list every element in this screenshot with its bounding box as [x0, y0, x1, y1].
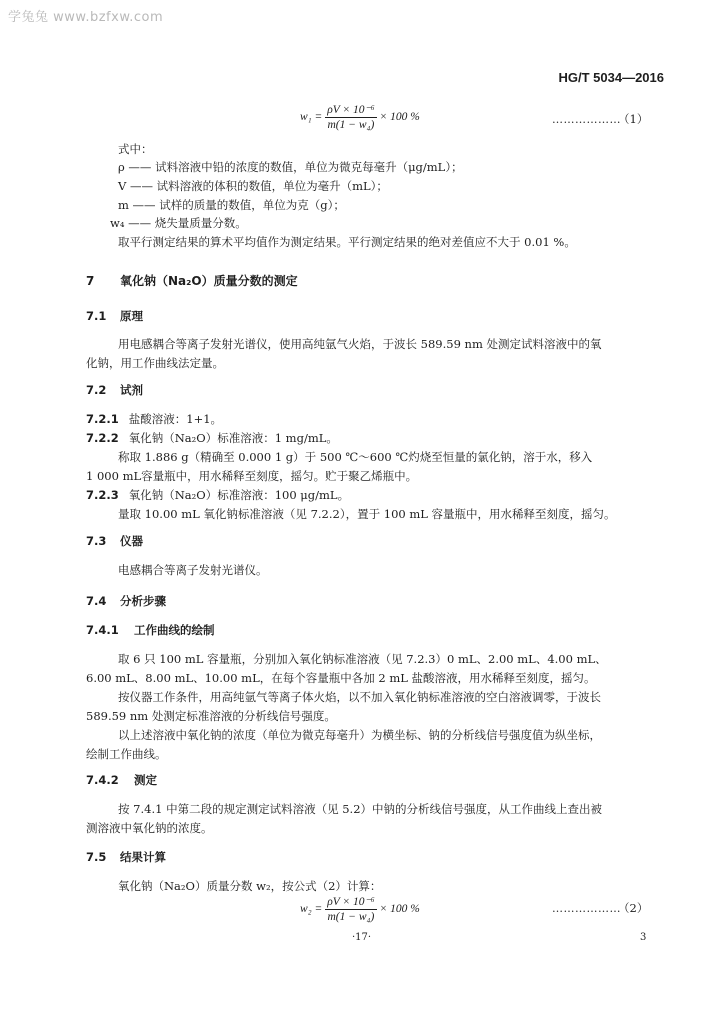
section-7-2-1	[86, 410, 222, 428]
var-rho: ρ —— 试料溶液中铅的浓度的数值，单位为微克每毫升（μg/mL）；	[118, 160, 463, 174]
where-label: 式中：	[118, 142, 153, 156]
formula-2-lhs: w₂ =	[300, 903, 323, 916]
formula-2-tail: × 100 %	[379, 903, 420, 916]
formula-1-tail: × 100 %	[379, 111, 420, 124]
section-7-1-line-2: 化钠，用工作曲线法定量。	[86, 356, 224, 370]
section-7-5-number: 7.5	[86, 850, 107, 864]
formula-1-denominator: m(1 − w₄)	[327, 119, 375, 131]
section-7-5-title: 结果计算	[120, 850, 166, 864]
section-7-1-title: 原理	[120, 309, 143, 323]
formula-1-lhs: w₁ =	[300, 111, 323, 124]
section-7-1-line-1: 用电感耦合等离子发射光谱仪，使用高纯氩气火焰，于波长 589.59 nm 处测定试料溶液中的氧	[118, 337, 602, 351]
formula-2-denominator: m(1 − w₄)	[327, 911, 375, 923]
section-7-4-1-heading	[86, 622, 215, 638]
section-7-number: 7	[86, 274, 95, 288]
footer-page-number: 3	[640, 932, 647, 943]
section-7-2-heading	[86, 382, 143, 398]
var-v: V —— 试料溶液的体积的数值，单位为毫升（mL）；	[118, 179, 388, 193]
formula-2-fraction	[325, 895, 376, 924]
formula-2-number: （2）	[618, 901, 649, 915]
section-7-4-2-title: 测定	[134, 773, 157, 787]
section-7-2-2	[86, 429, 338, 447]
section-7-5-heading	[86, 849, 166, 865]
section-7-heading	[86, 272, 298, 289]
section-7-2-3-number: 7.2.3	[86, 488, 119, 502]
section-7-4-1-line-3: 按仪器工作条件，用高纯氩气等离子体火焰，以不加入氧化钠标准溶液的空白溶液调零，于波长	[118, 690, 601, 704]
formula-2-numerator: ρV × 10⁻⁶	[327, 896, 375, 908]
section-7-2-1-text: 盐酸溶液：1+1。	[128, 412, 223, 426]
section-7-4-2-number: 7.4.2	[86, 773, 119, 787]
footer-center-page: ·17·	[352, 932, 372, 943]
formula-1-numerator: ρV × 10⁻⁶	[327, 104, 375, 116]
section-7-4-heading	[86, 593, 166, 609]
section-7-5-text: 氧化钠（Na₂O）质量分数 w₂，按公式（2）计算：	[118, 879, 382, 893]
result-note: 取平行测定结果的算术平均值作为测定结果。平行测定结果的绝对差值应不大于 0.01 %。	[118, 235, 576, 249]
formula-1-leader: ………………	[552, 113, 621, 126]
section-7-title: 氧化钠（Na₂O）质量分数的测定	[120, 274, 298, 288]
section-7-4-2-line-1: 按 7.4.1 中第二段的规定测定试料溶液（见 5.2）中钠的分析线信号强度，从工作曲线上查出被	[118, 802, 603, 816]
var-w4: w₄ —— 烧失量质量分数。	[110, 216, 247, 230]
section-7-4-1-number: 7.4.1	[86, 623, 119, 637]
var-m: m —— 试样的质量的数值，单位为克（g）；	[118, 198, 345, 212]
standard-number: HG/T 5034—2016	[558, 70, 664, 85]
formula-1-number: （1）	[618, 112, 649, 126]
section-7-4-1-line-5: 以上述溶液中氧化钠的浓度（单位为微克每毫升）为横坐标、钠的分析线信号强度值为纵坐标，	[118, 728, 601, 742]
section-7-2-2-text: 氧化钠（Na₂O）标准溶液：1 mg/mL。	[128, 431, 338, 445]
formula-1-fraction	[325, 103, 376, 132]
section-7-1-number: 7.1	[86, 309, 107, 323]
section-7-4-1-title: 工作曲线的绘制	[134, 623, 215, 637]
section-7-4-title: 分析步骤	[120, 594, 166, 608]
section-7-1-heading	[86, 308, 143, 324]
section-7-2-2-body-1: 称取 1.886 g（精确至 0.000 1 g）于 500 ℃～600 ℃灼烧至恒量的氯化钠，溶于水，移入	[118, 450, 593, 464]
section-7-2-3-body: 量取 10.00 mL 氧化钠标准溶液（见 7.2.2），置于 100 mL 容量瓶中，用水稀释至刻度，摇匀。	[118, 507, 616, 521]
section-7-2-1-number: 7.2.1	[86, 412, 119, 426]
formula-2-leader: ………………	[552, 902, 621, 915]
formula-2	[300, 895, 420, 924]
section-7-4-number: 7.4	[86, 594, 107, 608]
section-7-3-heading	[86, 533, 143, 549]
section-7-4-1-line-2: 6.00 mL、8.00 mL、10.00 mL，在每个容量瓶中各加 2 mL 盐酸溶液，用水稀释至刻度，摇匀。	[86, 671, 596, 685]
section-7-2-2-number: 7.2.2	[86, 431, 119, 445]
section-7-3-text: 电感耦合等离子发射光谱仪。	[118, 563, 268, 577]
section-7-4-1-line-6: 绘制工作曲线。	[86, 747, 167, 761]
section-7-2-2-body-2: 1 000 mL容量瓶中，用水稀释至刻度，摇匀。贮于聚乙烯瓶中。	[86, 469, 418, 483]
formula-1	[300, 103, 420, 132]
section-7-3-title: 仪器	[120, 534, 143, 548]
section-7-4-2-line-2: 测溶液中氧化钠的浓度。	[86, 821, 213, 835]
section-7-2-number: 7.2	[86, 383, 107, 397]
section-7-2-title: 试剂	[120, 383, 143, 397]
watermark: 学兔兔 www.bzfxw.com	[8, 10, 164, 25]
section-7-2-3	[86, 486, 349, 504]
section-7-4-2-heading	[86, 772, 157, 788]
section-7-4-1-line-1: 取 6 只 100 mL 容量瓶，分别加入氧化钠标准溶液（见 7.2.3）0 mL、2.00 mL、4.00 mL、	[118, 652, 607, 666]
section-7-4-1-line-4: 589.59 nm 处测定标准溶液的分析线信号强度。	[86, 709, 336, 723]
section-7-3-number: 7.3	[86, 534, 107, 548]
section-7-2-3-text: 氧化钠（Na₂O）标准溶液：100 μg/mL。	[128, 488, 350, 502]
